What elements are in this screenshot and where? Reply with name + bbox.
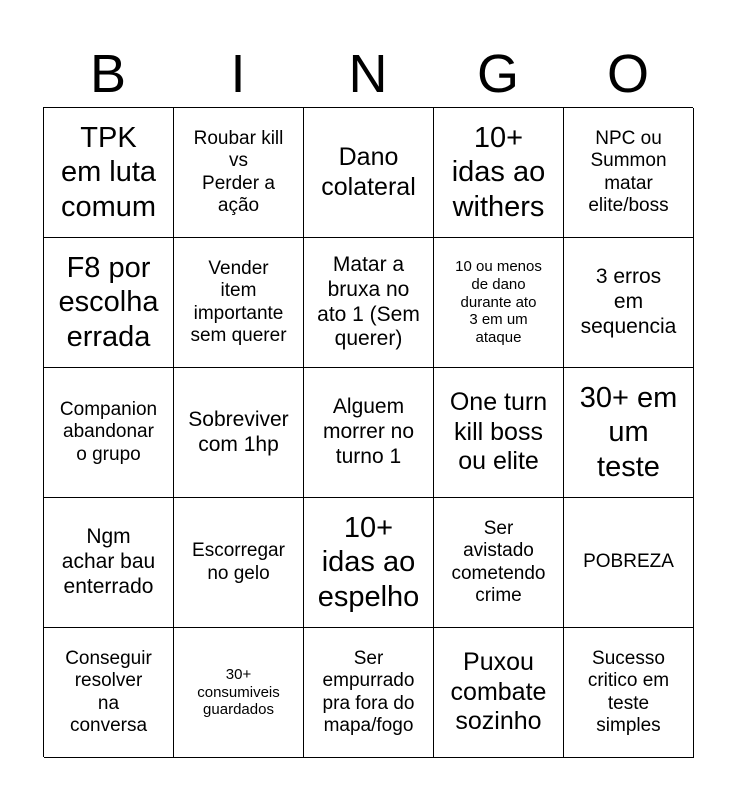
cell-text: Sucesso critico em teste simples: [587, 647, 670, 736]
cell-text: Dano colateral: [321, 143, 416, 201]
bingo-cell[interactable]: [564, 368, 694, 498]
cell-text: Roubar kill vs Perder a ação: [193, 127, 284, 216]
bingo-header: [43, 40, 693, 108]
cell-text: Companion abandonar o grupo: [59, 398, 158, 465]
cell-text: 30+ consumiveis guardados: [197, 665, 280, 719]
header-letter-i: I: [230, 44, 246, 104]
bingo-cell[interactable]: [304, 368, 434, 498]
cell-text: F8 por escolha errada: [58, 252, 159, 353]
cell-text: 10+ idas ao espelho: [317, 512, 420, 613]
bingo-cell[interactable]: [564, 628, 694, 758]
cell-text: Escorregar no gelo: [192, 540, 285, 584]
bingo-cell[interactable]: [44, 238, 174, 368]
cell-text: Ngm achar bau enterrado: [61, 525, 156, 598]
cell-text: 30+ em um teste: [579, 382, 678, 483]
bingo-cell[interactable]: [434, 628, 564, 758]
bingo-cell[interactable]: [564, 108, 694, 238]
bingo-cell[interactable]: [564, 498, 694, 628]
bingo-cell[interactable]: [304, 108, 434, 238]
header-letter-g: G: [476, 44, 519, 104]
bingo-cell[interactable]: [44, 498, 174, 628]
bingo-cell[interactable]: [304, 238, 434, 368]
header-letter-n: N: [348, 44, 388, 104]
bingo-cell[interactable]: [304, 628, 434, 758]
cell-text: Vender item importante sem querer: [190, 257, 287, 346]
bingo-cell[interactable]: [174, 108, 304, 238]
bingo-grid: [43, 107, 693, 757]
cell-text: Ser empurrado pra fora do mapa/fogo: [322, 647, 415, 736]
cell-text: Sobreviver com 1hp: [188, 407, 289, 456]
bingo-cell[interactable]: [174, 368, 304, 498]
bingo-cell[interactable]: [174, 238, 304, 368]
bingo-cell[interactable]: [304, 498, 434, 628]
header-letter-o: O: [606, 44, 649, 104]
bingo-cell[interactable]: [44, 628, 174, 758]
cell-text: 3 erros em sequencia: [580, 265, 677, 338]
cell-text: POBREZA: [583, 551, 674, 573]
cell-text: Matar a bruxa no ato 1 (Sem querer): [317, 252, 420, 351]
cell-text: 10 ou menos de dano durante ato 3 em um ataque: [455, 258, 542, 347]
cell-text: Ser avistado cometendo crime: [451, 517, 546, 606]
header-letter-b: B: [89, 44, 127, 104]
bingo-cell[interactable]: [434, 498, 564, 628]
cell-text: Conseguir resolver na conversa: [65, 647, 152, 736]
bingo-cell[interactable]: [434, 238, 564, 368]
bingo-cell[interactable]: [44, 108, 174, 238]
bingo-cell[interactable]: [434, 108, 564, 238]
bingo-cell[interactable]: [564, 238, 694, 368]
cell-text: One turn kill boss ou elite: [449, 388, 548, 476]
bingo-cell[interactable]: [174, 498, 304, 628]
bingo-cell[interactable]: [174, 628, 304, 758]
cell-text: Puxou combate sozinho: [450, 648, 547, 736]
bingo-cell[interactable]: [44, 368, 174, 498]
cell-text: TPK em luta comum: [60, 122, 157, 223]
bingo-cell[interactable]: [434, 368, 564, 498]
cell-text: Alguem morrer no turno 1: [322, 395, 415, 468]
cell-text: 10+ idas ao withers: [451, 122, 546, 223]
cell-text: NPC ou Summon matar elite/boss: [588, 127, 669, 216]
